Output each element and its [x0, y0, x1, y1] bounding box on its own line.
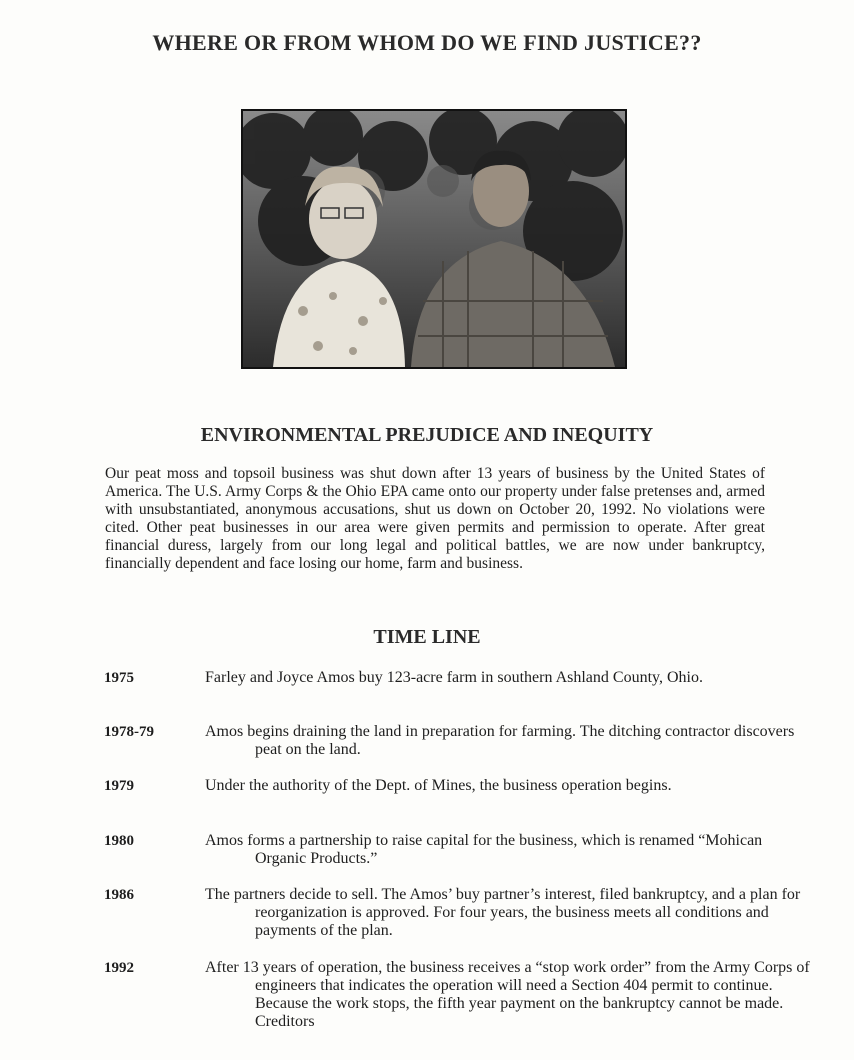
- timeline-year: 1975: [104, 670, 134, 686]
- timeline-year: 1992: [104, 960, 134, 976]
- timeline-year: 1979: [104, 778, 134, 794]
- page-title: WHERE OR FROM WHOM DO WE FIND JUSTICE??: [152, 30, 702, 55]
- photo-image: [243, 111, 625, 367]
- timeline-year: 1978-79: [104, 724, 154, 740]
- timeline-text: Under the authority of the Dept. of Mines, the business operation begins.: [205, 777, 672, 794]
- timeline-text: The partners decide to sell. The Amos’ buy partner’s interest, filed bankruptcy, and a plan for reorganization is approved. For four years, the business meets all conditions and payments of the plan.: [205, 886, 801, 939]
- intro-paragraph: Our peat moss and topsoil business was shut down after 13 years of business by the United States of America. The U.S. Army Corps & the Ohio EPA came onto our property under false pretenses and, armed with unsubstantiated, anonymous accusations, shut us down on October 20, 1992. No violations were cited. Other peat businesses in our area were given permits and permission to operate. After great financial duress, largely from our long legal and political battles, we are now under bankruptcy, financially dependent and face losing our home, farm and business.: [105, 465, 765, 572]
- timeline-text: Farley and Joyce Amos buy 123-acre farm in southern Ashland County, Ohio.: [205, 669, 703, 686]
- timeline-heading: TIME LINE: [373, 626, 481, 648]
- timeline-text: Amos begins draining the land in preparation for farming. The ditching contractor discovers peat on the land.: [205, 723, 795, 758]
- timeline-text: Amos forms a partnership to raise capital for the business, which is renamed “Mohican Organic Products.”: [205, 832, 763, 867]
- photo-couple: [241, 109, 627, 369]
- section-heading: ENVIRONMENTAL PREJUDICE AND INEQUITY: [200, 424, 654, 446]
- timeline-year: 1986: [104, 887, 134, 903]
- timeline-year: 1980: [104, 833, 134, 849]
- timeline-text: After 13 years of operation, the business receives a “stop work order” from the Army Corps of engineers that indicates the operation will need a Section 404 permit to continue. Because the work stops, the fifth year payment on the bankruptcy cannot be made. Creditors: [205, 959, 810, 1030]
